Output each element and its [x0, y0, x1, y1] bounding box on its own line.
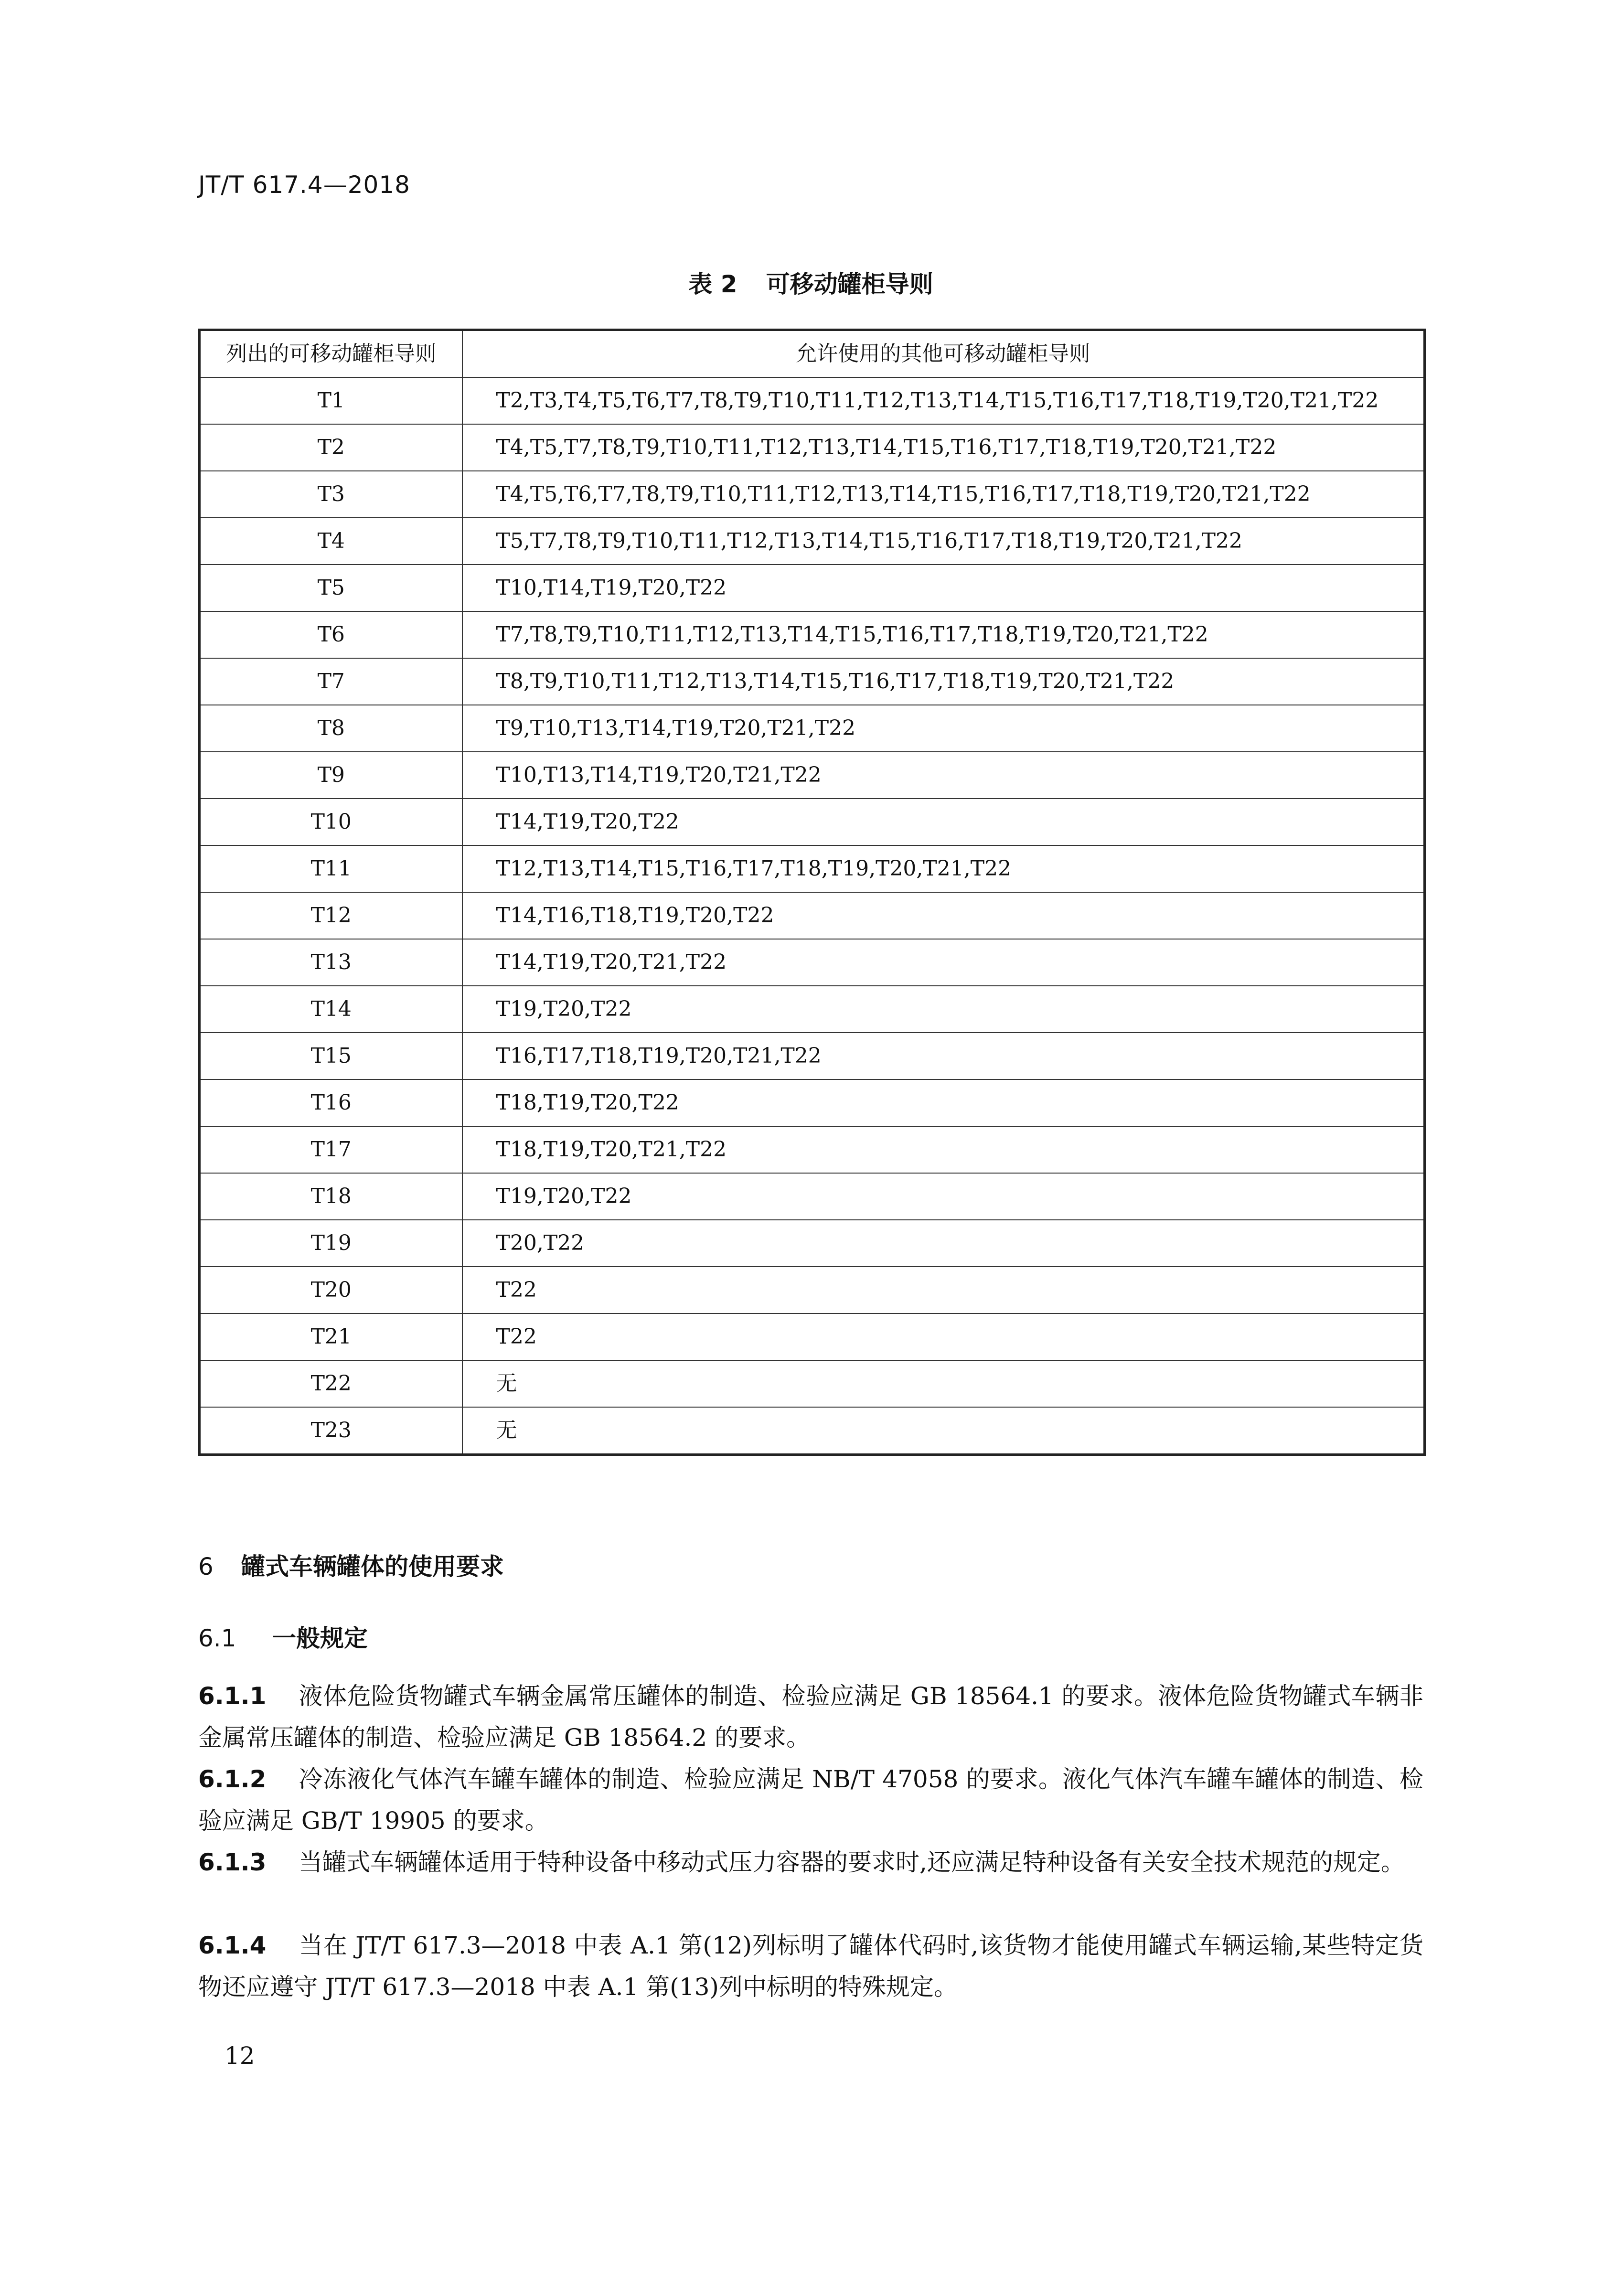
allowed-guides-cell: T10,T13,T14,T19,T20,T21,T22 — [462, 752, 1425, 799]
allowed-guides-cell: 无 — [462, 1407, 1425, 1455]
allowed-guides-cell: T8,T9,T10,T11,T12,T13,T14,T15,T16,T17,T18,T19,T20,T21,T22 — [462, 658, 1425, 705]
section-6-1-heading — [198, 1619, 368, 1654]
table-row — [200, 799, 1425, 845]
section-6-heading — [198, 1548, 504, 1582]
listed-guide-cell: T2 — [200, 424, 462, 471]
table-row — [200, 518, 1425, 565]
table-row — [200, 1360, 1425, 1407]
table-row — [200, 658, 1425, 705]
table-row — [200, 1267, 1425, 1313]
clause-number: 6.1.1 — [198, 1682, 267, 1710]
header-listed-guide: 列出的可移动罐柜导则 — [200, 330, 462, 378]
allowed-guides-cell: T16,T17,T18,T19,T20,T21,T22 — [462, 1033, 1425, 1079]
clause-text: 当在 JT/T 617.3—2018 中表 A.1 第(12)列标明了罐体代码时,该货物才能使用罐式车辆运输,某些特定货物还应遵守 JT/T 617.3—2018 中表 A.1 第(13)列中标明的特殊规定。 — [198, 1932, 1423, 2001]
table-row — [200, 986, 1425, 1033]
table-row — [200, 1313, 1425, 1360]
clause-number: 6.1.3 — [198, 1848, 267, 1876]
listed-guide-cell: T13 — [200, 939, 462, 986]
allowed-guides-cell: T4,T5,T6,T7,T8,T9,T10,T11,T12,T13,T14,T15,T16,T17,T18,T19,T20,T21,T22 — [462, 471, 1425, 518]
listed-guide-cell: T8 — [200, 705, 462, 752]
page-number: 12 — [224, 2042, 255, 2070]
table-row — [200, 611, 1425, 658]
listed-guide-cell: T21 — [200, 1313, 462, 1360]
allowed-guides-cell: T7,T8,T9,T10,T11,T12,T13,T14,T15,T16,T17,T18,T19,T20,T21,T22 — [462, 611, 1425, 658]
table-row — [200, 1079, 1425, 1126]
listed-guide-cell: T17 — [200, 1126, 462, 1173]
table-row — [200, 1407, 1425, 1455]
table-row — [200, 1220, 1425, 1267]
allowed-guides-cell: 无 — [462, 1360, 1425, 1407]
allowed-guides-cell: T18,T19,T20,T21,T22 — [462, 1126, 1425, 1173]
allowed-guides-cell: T18,T19,T20,T22 — [462, 1079, 1425, 1126]
listed-guide-cell: T12 — [200, 892, 462, 939]
clause-text: 液体危险货物罐式车辆金属常压罐体的制造、检验应满足 GB 18564.1 的要求。液体危险货物罐式车辆非金属常压罐体的制造、检验应满足 GB 18564.2 的要求。 — [198, 1682, 1423, 1751]
table-row — [200, 752, 1425, 799]
table-row — [200, 377, 1425, 424]
allowed-guides-cell: T10,T14,T19,T20,T22 — [462, 565, 1425, 611]
subsection-title: 一般规定 — [272, 1624, 368, 1652]
clause-6-1-3 — [198, 1842, 1423, 1883]
allowed-guides-cell: T14,T16,T18,T19,T20,T22 — [462, 892, 1425, 939]
allowed-guides-cell: T19,T20,T22 — [462, 1173, 1425, 1220]
listed-guide-cell: T11 — [200, 845, 462, 892]
table-row — [200, 1033, 1425, 1079]
clause-number: 6.1.4 — [198, 1932, 267, 1959]
allowed-guides-cell: T22 — [462, 1313, 1425, 1360]
table-row — [200, 845, 1425, 892]
listed-guide-cell: T6 — [200, 611, 462, 658]
table-title-number: 表 2 — [688, 270, 737, 298]
table-row — [200, 1173, 1425, 1220]
document-code: JT/T 617.4—2018 — [198, 171, 410, 199]
listed-guide-cell: T20 — [200, 1267, 462, 1313]
listed-guide-cell: T22 — [200, 1360, 462, 1407]
section-title: 罐式车辆罐体的使用要求 — [241, 1553, 504, 1580]
clause-6-1-4 — [198, 1925, 1423, 2008]
listed-guide-cell: T23 — [200, 1407, 462, 1455]
listed-guide-cell: T3 — [200, 471, 462, 518]
listed-guide-cell: T16 — [200, 1079, 462, 1126]
allowed-guides-cell: T12,T13,T14,T15,T16,T17,T18,T19,T20,T21,T22 — [462, 845, 1425, 892]
portable-tank-guide-table — [198, 329, 1426, 1456]
allowed-guides-cell: T22 — [462, 1267, 1425, 1313]
allowed-guides-cell: T14,T19,T20,T22 — [462, 799, 1425, 845]
header-allowed-guides: 允许使用的其他可移动罐柜导则 — [462, 330, 1425, 378]
table-header-row — [200, 330, 1425, 378]
allowed-guides-cell: T9,T10,T13,T14,T19,T20,T21,T22 — [462, 705, 1425, 752]
listed-guide-cell: T14 — [200, 986, 462, 1033]
table-row — [200, 939, 1425, 986]
table-row — [200, 565, 1425, 611]
allowed-guides-cell: T14,T19,T20,T21,T22 — [462, 939, 1425, 986]
table-row — [200, 471, 1425, 518]
table-title — [198, 265, 1423, 299]
section-number: 6 — [198, 1553, 214, 1580]
listed-guide-cell: T9 — [200, 752, 462, 799]
allowed-guides-cell: T5,T7,T8,T9,T10,T11,T12,T13,T14,T15,T16,T17,T18,T19,T20,T21,T22 — [462, 518, 1425, 565]
table-body — [200, 377, 1425, 1455]
allowed-guides-cell: T4,T5,T7,T8,T9,T10,T11,T12,T13,T14,T15,T16,T17,T18,T19,T20,T21,T22 — [462, 424, 1425, 471]
listed-guide-cell: T1 — [200, 377, 462, 424]
table-row — [200, 705, 1425, 752]
allowed-guides-cell: T20,T22 — [462, 1220, 1425, 1267]
table-title-text: 可移动罐柜导则 — [766, 270, 933, 298]
allowed-guides-cell: T2,T3,T4,T5,T6,T7,T8,T9,T10,T11,T12,T13,T14,T15,T16,T17,T18,T19,T20,T21,T22 — [462, 377, 1425, 424]
allowed-guides-cell: T19,T20,T22 — [462, 986, 1425, 1033]
listed-guide-cell: T18 — [200, 1173, 462, 1220]
listed-guide-cell: T15 — [200, 1033, 462, 1079]
clause-6-1-1 — [198, 1676, 1423, 1759]
listed-guide-cell: T4 — [200, 518, 462, 565]
listed-guide-cell: T19 — [200, 1220, 462, 1267]
subsection-number: 6.1 — [198, 1624, 236, 1652]
table-row — [200, 1126, 1425, 1173]
clause-text: 冷冻液化气体汽车罐车罐体的制造、检验应满足 NB/T 47058 的要求。液化气体汽车罐车罐体的制造、检验应满足 GB/T 19905 的要求。 — [198, 1765, 1423, 1835]
clause-6-1-2 — [198, 1759, 1423, 1842]
clause-number: 6.1.2 — [198, 1765, 267, 1793]
listed-guide-cell: T7 — [200, 658, 462, 705]
table-row — [200, 424, 1425, 471]
table-row — [200, 892, 1425, 939]
listed-guide-cell: T10 — [200, 799, 462, 845]
listed-guide-cell: T5 — [200, 565, 462, 611]
clause-text: 当罐式车辆罐体适用于特种设备中移动式压力容器的要求时,还应满足特种设备有关安全技术规范的规定。 — [299, 1848, 1405, 1876]
